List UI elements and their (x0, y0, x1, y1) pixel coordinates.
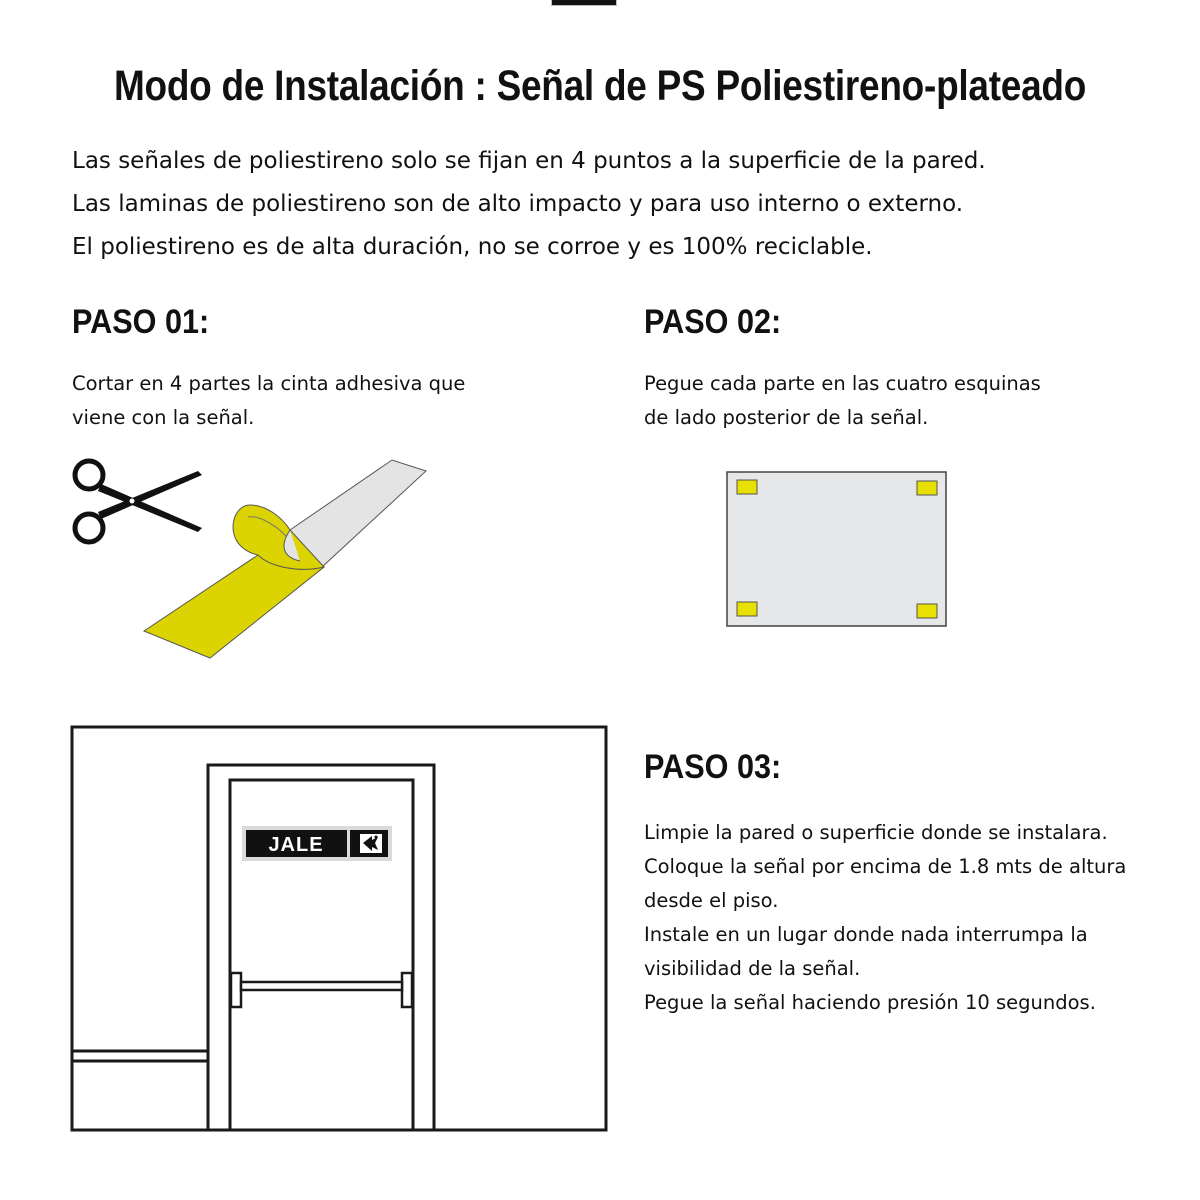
step-03-line: visibilidad de la señal. (644, 957, 861, 980)
page-title: Modo de Instalación : Señal de PS Poliestireno-plateado (113, 62, 1087, 110)
step-03-line: desde el piso. (644, 889, 779, 912)
step-03-text (644, 816, 1126, 1020)
exit-sign-text: JALE (268, 834, 324, 856)
step-03-line: Instale en un lugar donde nada interrumpa la (644, 923, 1088, 946)
intro-line: El poliestireno es de alta duración, no se corroe y es 100% reciclable. (72, 234, 873, 260)
step-02-text (644, 367, 1041, 435)
step-02-line: Pegue cada parte en las cuatro esquinas (644, 372, 1041, 395)
door-installation-illustration (70, 725, 610, 1133)
intro-line: Las señales de poliestireno solo se fijan en 4 puntos a la superficie de la pared. (72, 148, 986, 174)
corner-pad (737, 480, 757, 494)
adhesive-tape-illustration (140, 455, 435, 665)
step-01-text (72, 367, 465, 435)
exit-running-person-icon (360, 834, 382, 853)
step-01-heading: PASO 01: (72, 303, 210, 341)
intro-line: Las laminas de poliestireno son de alto impacto y para uso interno o externo. (72, 191, 964, 217)
corner-pad (917, 481, 937, 495)
sign-back-panel (726, 471, 948, 628)
exit-sign (242, 826, 392, 861)
step-03-line: Coloque la señal por encima de 1.8 mts de altura (644, 855, 1127, 878)
step-02-heading: PASO 02: (644, 303, 782, 341)
step-03-line: Limpie la pared o superficie donde se instalara. (644, 821, 1108, 844)
top-edge-tab (551, 0, 617, 6)
step-02-line: de lado posterior de la señal. (644, 406, 929, 429)
step-03-heading: PASO 03: (644, 748, 782, 786)
step-03-line: Pegue la señal haciendo presión 10 segundos. (644, 991, 1096, 1014)
step-01-line: viene con la señal. (72, 406, 255, 429)
step-01-line: Cortar en 4 partes la cinta adhesiva que (72, 372, 466, 395)
intro-text (72, 140, 1172, 269)
corner-pad (917, 604, 937, 618)
corner-pad (737, 602, 757, 616)
